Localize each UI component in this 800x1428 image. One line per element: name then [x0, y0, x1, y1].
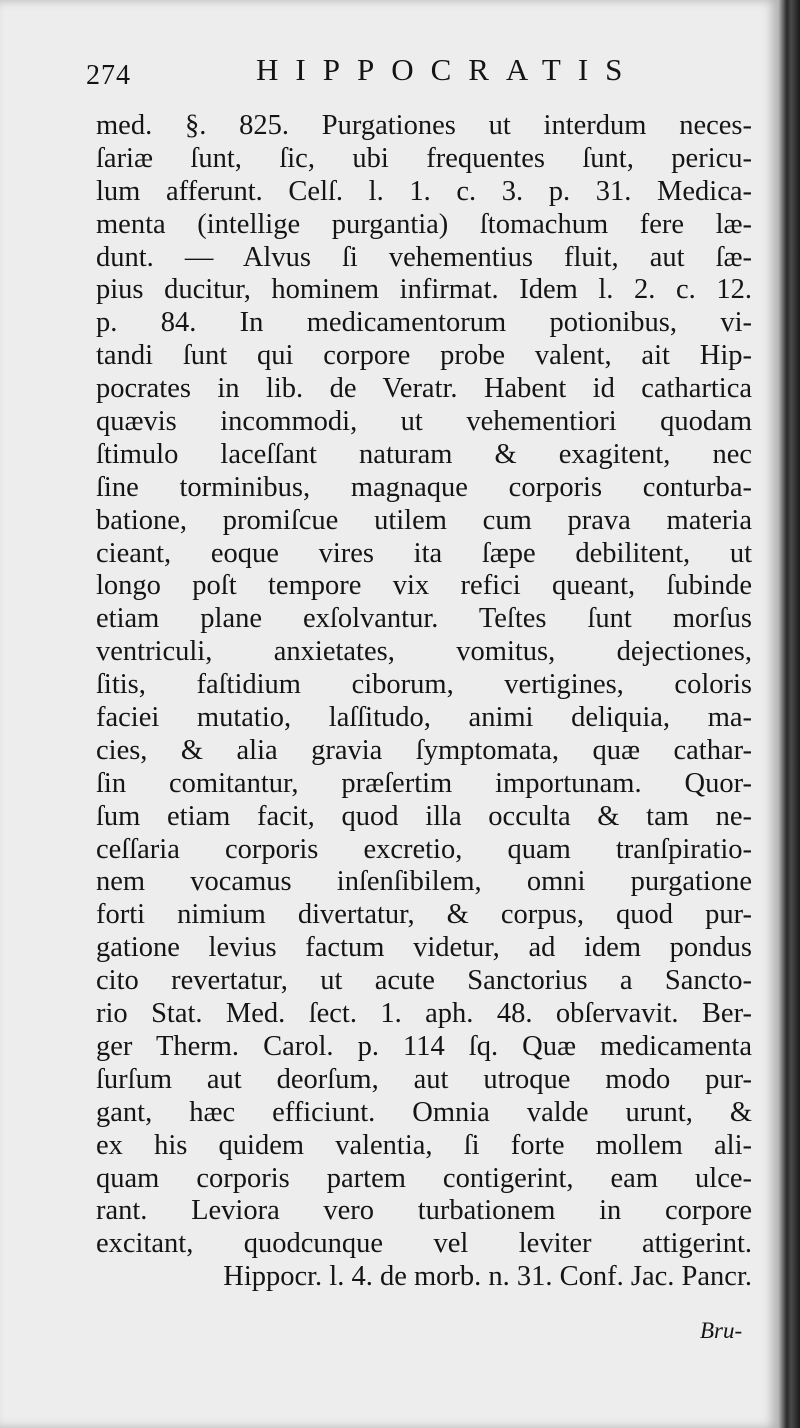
- text-line: ger Therm. Carol. p. 114 ſq. Quæ medicamenta: [96, 1030, 752, 1062]
- text-line: ex his quidem valentia, ſi forte mollem ali-: [96, 1129, 752, 1161]
- text-line: quævis incommodi, ut vehementiori quodam: [96, 406, 752, 438]
- text-line: gant, hæc efficiunt. Omnia valde urunt, &: [96, 1096, 752, 1128]
- text-line: p. 84. In medicamentorum potionibus, vi-: [96, 307, 752, 339]
- text-line: cies, & alia gravia ſymptomata, quæ cathar-: [96, 734, 752, 766]
- text-line: quam corporis partem contigerint, eam ulce-: [96, 1162, 752, 1194]
- text-line: faciei mutatio, laſſitudo, animi deliquia, ma-: [96, 702, 752, 734]
- page-edge: [778, 0, 800, 1428]
- text-line: Hippocr. l. 4. de morb. n. 31. Conf. Jac. Pancr.: [223, 1261, 752, 1293]
- text-line: lum afferunt. Celſ. l. 1. c. 3. p. 31. Medica-: [96, 175, 752, 207]
- running-head: HIPPOCRATIS: [256, 52, 640, 87]
- text-line: ſin comitantur, præſertim importunam. Quor-: [96, 767, 752, 799]
- text-line: ſine torminibus, magnaque corporis conturba-: [96, 471, 752, 503]
- text-line: ſariæ ſunt, ſic, ubi frequentes ſunt, pericu-: [96, 142, 752, 174]
- text-line: med. §. 825. Purgationes ut interdum neces-: [96, 110, 752, 141]
- body-text: [96, 110, 752, 1294]
- text-line: tandi ſunt qui corpore probe valent, ait Hip-: [96, 340, 752, 372]
- catchword: Bru-: [700, 1318, 743, 1343]
- text-line: ſurſum aut deorſum, aut utroque modo pur-: [96, 1063, 752, 1095]
- text-line: ceſſaria corporis excretio, quam tranſpiratio-: [96, 833, 752, 865]
- text-line: gatione levius factum videtur, ad idem pondus: [96, 932, 752, 964]
- text-line: pius ducitur, hominem infirmat. Idem l. 2. c. 12.: [96, 274, 752, 306]
- text-line: excitant, quodcunque vel leviter attigerint.: [96, 1228, 752, 1260]
- text-line: ventriculi, anxietates, vomitus, dejectiones,: [96, 636, 752, 668]
- page-number: 274: [86, 60, 131, 91]
- text-line: etiam plane exſolvantur. Teſtes ſunt morſus: [96, 603, 752, 635]
- text-line: rio Stat. Med. ſect. 1. aph. 48. obſervavit. Ber-: [96, 998, 752, 1030]
- text-line: cito revertatur, ut acute Sanctorius a Sancto-: [96, 965, 752, 997]
- text-line: pocrates in lib. de Veratr. Habent id cathartica: [96, 373, 752, 405]
- text-line: nem vocamus inſenſibilem, omni purgatione: [96, 866, 752, 898]
- text-line: longo poſt tempore vix refici queant, ſubinde: [96, 570, 752, 602]
- text-line: dunt. — Alvus ſi vehementius fluit, aut ſæ-: [96, 241, 752, 273]
- text-line: batione, promiſcue utilem cum prava materia: [96, 504, 752, 536]
- page-header: [86, 52, 726, 92]
- text-line: cieant, eoque vires ita ſæpe debilitent, ut: [96, 537, 752, 569]
- text-line: ſtimulo laceſſant naturam & exagitent, nec: [96, 438, 752, 470]
- text-line: ſitis, faſtidium ciborum, vertigines, coloris: [96, 669, 752, 701]
- text-line: forti nimium divertatur, & corpus, quod pur-: [96, 899, 752, 931]
- text-line: ſum etiam facit, quod illa occulta & tam ne-: [96, 800, 752, 832]
- text-line: menta (intellige purgantia) ſtomachum fere læ-: [96, 208, 752, 240]
- text-line: rant. Leviora vero turbationem in corpore: [96, 1195, 752, 1227]
